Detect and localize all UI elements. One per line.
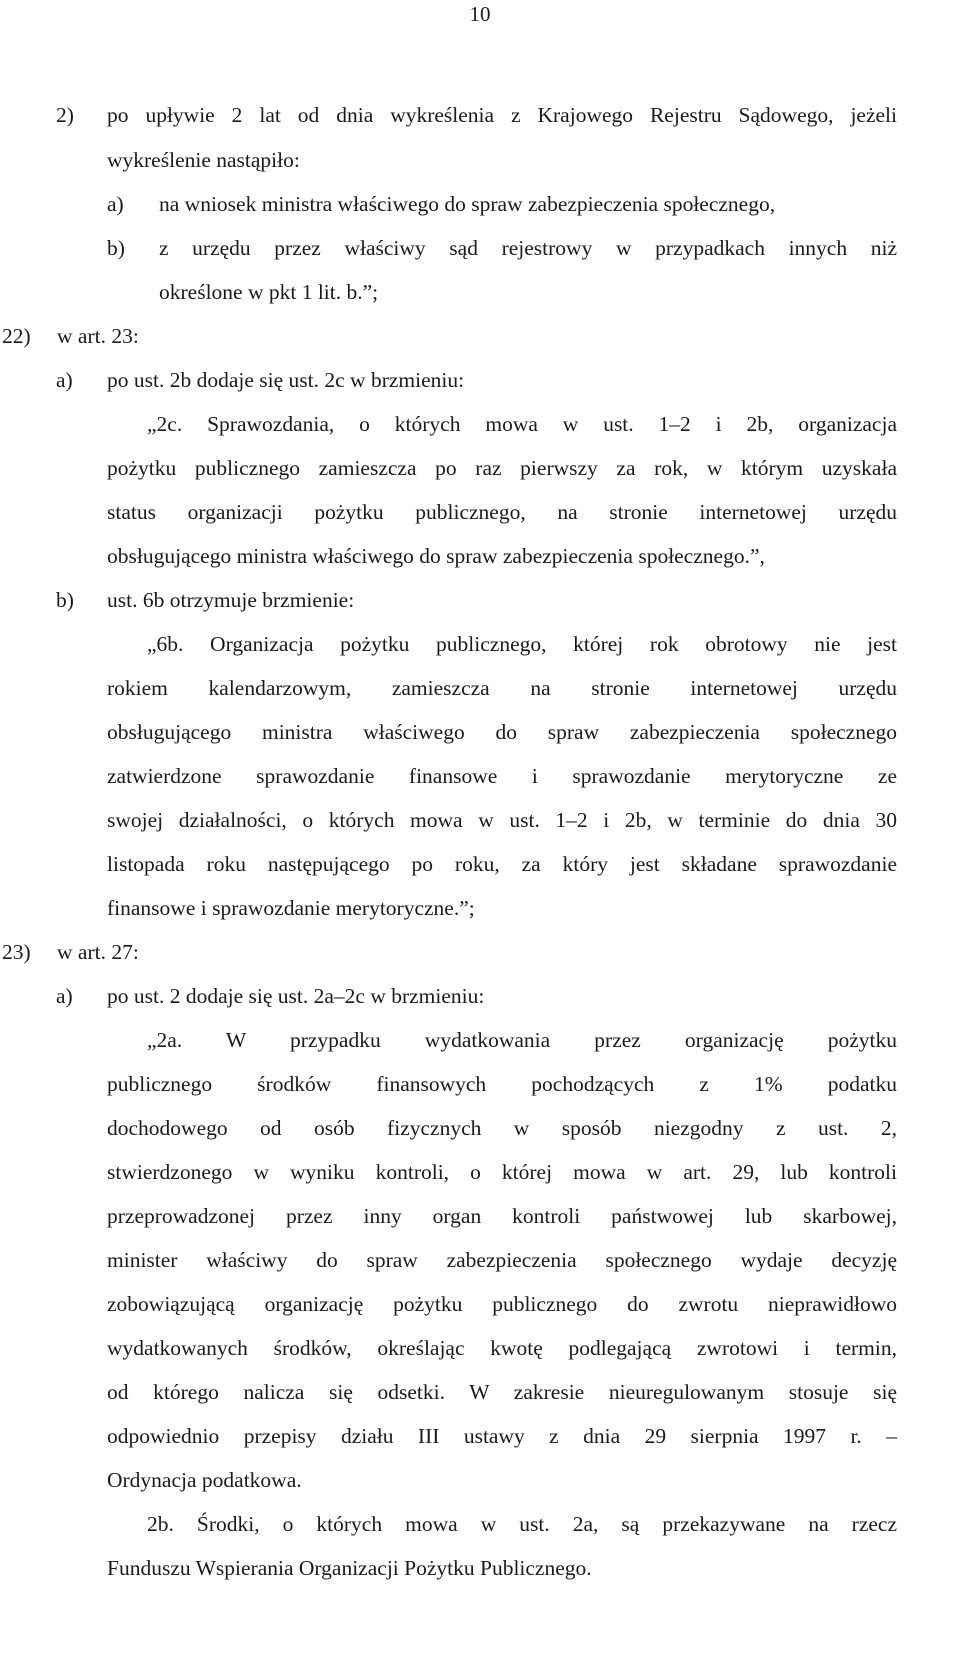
item-letter: b): [56, 588, 74, 612]
text-line: na wniosek ministra właściwego do spraw zabezpieczenia społecznego,: [159, 192, 776, 216]
text-line: odpowiednio przepisy działu III ustawy z dnia 29 sierpnia 1997 r. –: [107, 1424, 897, 1448]
text-line: Funduszu Wspierania Organizacji Pożytku Publicznego.: [107, 1556, 592, 1580]
text-line: po ust. 2 dodaje się ust. 2a–2c w brzmieniu:: [107, 984, 485, 1008]
text-line: zobowiązującą organizację pożytku publicznego do zwrotu nieprawidłowo: [107, 1292, 897, 1316]
text-line: dochodowego od osób fizycznych w sposób niezgodny z ust. 2,: [107, 1116, 897, 1140]
item-number: 23): [2, 940, 31, 964]
text-line: swojej działalności, o których mowa w ust. 1–2 i 2b, w terminie do dnia 30: [107, 808, 897, 832]
item-letter: b): [107, 236, 125, 260]
item-letter: a): [56, 984, 73, 1008]
text-line: obsługującego ministra właściwego do spraw zabezpieczenia społecznego.”,: [107, 544, 765, 568]
item-letter: a): [107, 192, 124, 216]
text-line: listopada roku następującego po roku, za który jest składane sprawozdanie: [107, 852, 897, 876]
text-line: od którego nalicza się odsetki. W zakresie nieuregulowanym stosuje się: [107, 1380, 897, 1404]
text-line: przeprowadzonej przez inny organ kontroli państwowej lub skarbowej,: [107, 1204, 897, 1228]
text-line: zatwierdzone sprawozdanie finansowe i sprawozdanie merytoryczne ze: [107, 764, 897, 788]
text-line: publicznego środków finansowych pochodzących z 1% podatku: [107, 1072, 897, 1096]
text-line: wydatkowanych środków, określając kwotę podlegającą zwrotowi i termin,: [107, 1336, 897, 1360]
text-line: „2a. W przypadku wydatkowania przez organizację pożytku: [147, 1028, 897, 1052]
text-line: minister właściwy do spraw zabezpieczenia społecznego wydaje decyzję: [107, 1248, 897, 1272]
text-line: po ust. 2b dodaje się ust. 2c w brzmieniu:: [107, 368, 465, 392]
item-number: 2): [56, 103, 74, 127]
text-line: pożytku publicznego zamieszcza po raz pierwszy za rok, w którym uzyskała: [107, 456, 897, 480]
text-line: wykreślenie nastąpiło:: [107, 148, 300, 172]
item-number: 22): [2, 324, 31, 348]
text-line: rokiem kalendarzowym, zamieszcza na stronie internetowej urzędu: [107, 676, 897, 700]
text-line: określone w pkt 1 lit. b.”;: [159, 280, 379, 304]
item-letter: a): [56, 368, 73, 392]
text-line: Ordynacja podatkowa.: [107, 1468, 302, 1492]
text-line: „6b. Organizacja pożytku publicznego, której rok obrotowy nie jest: [147, 632, 897, 656]
text-line: „2c. Sprawozdania, o których mowa w ust. 1–2 i 2b, organizacja: [147, 412, 897, 436]
text-line: obsługującego ministra właściwego do spraw zabezpieczenia społecznego: [107, 720, 897, 744]
text-line: finansowe i sprawozdanie merytoryczne.”;: [107, 896, 475, 920]
text-line: w art. 27:: [57, 940, 139, 964]
text-line: w art. 23:: [57, 324, 139, 348]
text-line: z urzędu przez właściwy sąd rejestrowy w przypadkach innych niż: [159, 236, 897, 260]
text-line: ust. 6b otrzymuje brzmienie:: [107, 588, 355, 612]
page-number: 10: [469, 2, 491, 26]
text-line: status organizacji pożytku publicznego, na stronie internetowej urzędu: [107, 500, 897, 524]
text-line: po upływie 2 lat od dnia wykreślenia z Krajowego Rejestru Sądowego, jeżeli: [107, 103, 897, 127]
text-line: 2b. Środki, o których mowa w ust. 2a, są przekazywane na rzecz: [147, 1512, 897, 1536]
text-line: stwierdzonego w wyniku kontroli, o której mowa w art. 29, lub kontroli: [107, 1160, 897, 1184]
